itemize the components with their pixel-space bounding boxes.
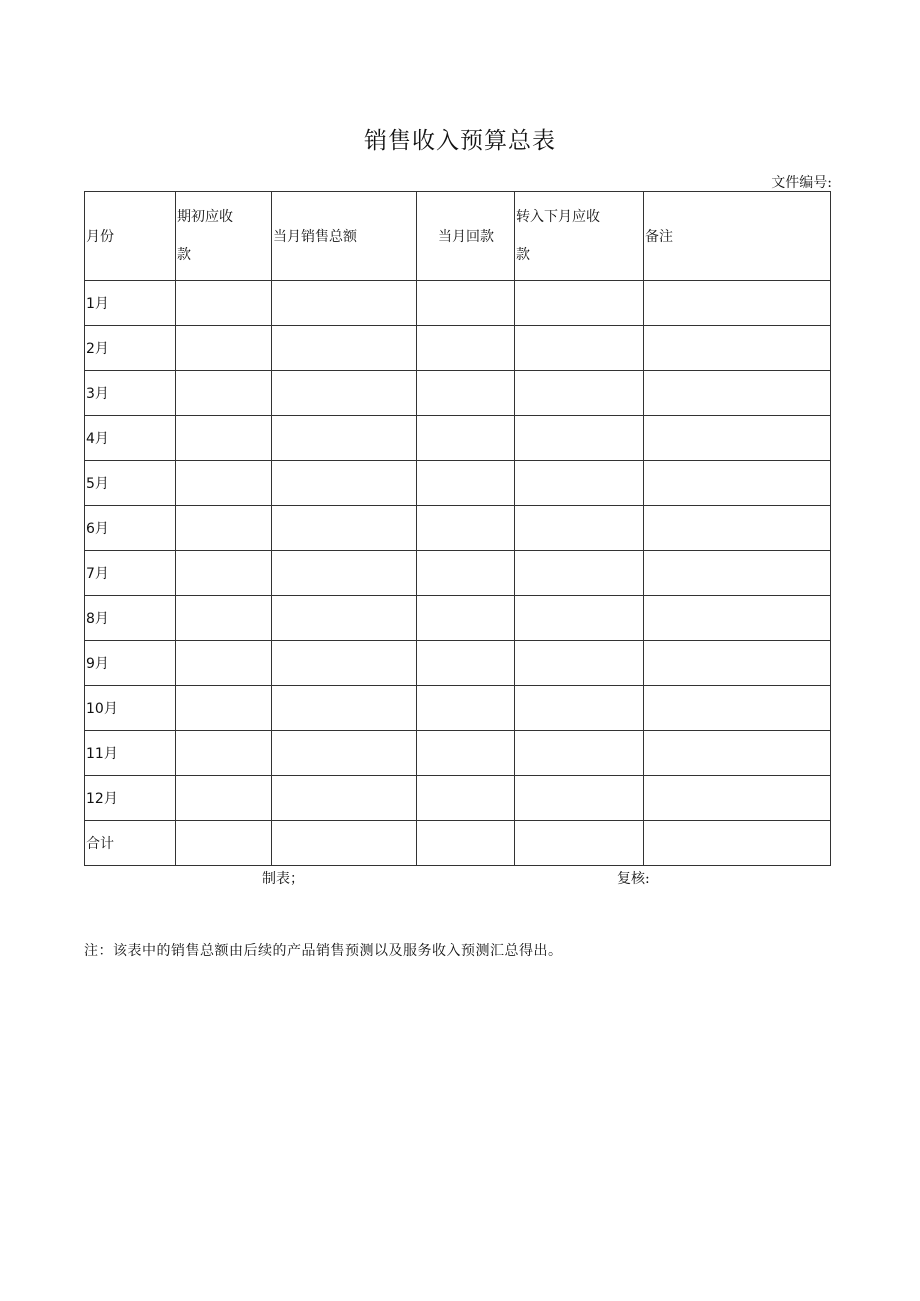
footnote: 注：该表中的销售总额由后续的产品销售预测以及服务收入预测汇总得出。 (84, 943, 563, 959)
cell-remarks[interactable] (644, 371, 831, 416)
table-row (85, 371, 831, 416)
table-row (85, 461, 831, 506)
row-month-label: 6月 (85, 506, 176, 551)
table-row (85, 416, 831, 461)
cell-carry-ar[interactable] (515, 686, 644, 731)
cell-monthly-collection[interactable] (417, 731, 515, 776)
cell-monthly-collection[interactable] (417, 416, 515, 461)
cell-opening-ar[interactable] (176, 506, 272, 551)
page-title: 销售收入预算总表 (364, 128, 556, 154)
cell-remarks[interactable] (644, 596, 831, 641)
cell-remarks[interactable] (644, 641, 831, 686)
prepared-by-label: 制表； (262, 871, 304, 887)
cell-carry-ar[interactable] (515, 371, 644, 416)
cell-opening-ar[interactable] (176, 551, 272, 596)
table-row (85, 551, 831, 596)
cell-opening-ar[interactable] (176, 686, 272, 731)
cell-remarks[interactable] (644, 416, 831, 461)
table-row (85, 596, 831, 641)
cell-monthly-sales[interactable] (272, 371, 417, 416)
cell-monthly-sales[interactable] (272, 731, 417, 776)
cell-carry-ar[interactable] (515, 461, 644, 506)
cell-monthly-collection[interactable] (417, 281, 515, 326)
cell-carry-ar[interactable] (515, 506, 644, 551)
cell-carry-ar[interactable] (515, 551, 644, 596)
cell-monthly-sales[interactable] (272, 551, 417, 596)
cell-opening-ar[interactable] (176, 821, 272, 866)
cell-remarks[interactable] (644, 776, 831, 821)
cell-remarks[interactable] (644, 506, 831, 551)
cell-opening-ar[interactable] (176, 416, 272, 461)
table-row (85, 326, 831, 371)
header-remarks: 备注 (644, 192, 831, 281)
header-monthly-collection: 当月回款 (417, 192, 515, 281)
header-opening-ar-line1: 期初应收 (177, 209, 233, 225)
row-month-label: 12月 (85, 776, 176, 821)
cell-remarks[interactable] (644, 461, 831, 506)
cell-opening-ar[interactable] (176, 776, 272, 821)
header-month: 月份 (85, 192, 176, 281)
cell-remarks[interactable] (644, 326, 831, 371)
cell-monthly-sales[interactable] (272, 776, 417, 821)
doc-number-label: 文件编号: (771, 175, 832, 191)
cell-remarks[interactable] (644, 731, 831, 776)
cell-remarks[interactable] (644, 686, 831, 731)
cell-opening-ar[interactable] (176, 371, 272, 416)
table-row (85, 731, 831, 776)
cell-remarks[interactable] (644, 551, 831, 596)
cell-monthly-collection[interactable] (417, 461, 515, 506)
cell-monthly-sales[interactable] (272, 596, 417, 641)
header-carry-ar-line2: 款 (516, 247, 530, 263)
row-month-label: 11月 (85, 731, 176, 776)
cell-opening-ar[interactable] (176, 596, 272, 641)
cell-monthly-sales[interactable] (272, 506, 417, 551)
table-row (85, 821, 831, 866)
header-carry-ar-line1: 转入下月应收 (516, 209, 600, 225)
cell-carry-ar[interactable] (515, 821, 644, 866)
cell-monthly-collection[interactable] (417, 641, 515, 686)
cell-monthly-collection[interactable] (417, 821, 515, 866)
cell-monthly-sales[interactable] (272, 821, 417, 866)
row-month-label: 10月 (85, 686, 176, 731)
cell-monthly-sales[interactable] (272, 461, 417, 506)
cell-monthly-collection[interactable] (417, 776, 515, 821)
cell-monthly-collection[interactable] (417, 596, 515, 641)
row-month-label: 8月 (85, 596, 176, 641)
cell-monthly-sales[interactable] (272, 281, 417, 326)
cell-monthly-sales[interactable] (272, 326, 417, 371)
header-carry-ar (515, 192, 644, 281)
table-row (85, 641, 831, 686)
cell-opening-ar[interactable] (176, 461, 272, 506)
header-row (85, 192, 831, 281)
row-month-label: 3月 (85, 371, 176, 416)
row-month-label: 7月 (85, 551, 176, 596)
cell-monthly-collection[interactable] (417, 371, 515, 416)
cell-opening-ar[interactable] (176, 281, 272, 326)
cell-monthly-collection[interactable] (417, 551, 515, 596)
header-monthly-sales: 当月销售总额 (272, 192, 417, 281)
cell-carry-ar[interactable] (515, 641, 644, 686)
cell-remarks[interactable] (644, 821, 831, 866)
row-month-label: 合计 (85, 821, 176, 866)
cell-monthly-collection[interactable] (417, 326, 515, 371)
header-opening-ar-line2: 款 (177, 247, 191, 263)
cell-monthly-sales[interactable] (272, 686, 417, 731)
cell-opening-ar[interactable] (176, 731, 272, 776)
cell-carry-ar[interactable] (515, 326, 644, 371)
row-month-label: 9月 (85, 641, 176, 686)
cell-carry-ar[interactable] (515, 731, 644, 776)
row-month-label: 1月 (85, 281, 176, 326)
table-row (85, 281, 831, 326)
cell-monthly-collection[interactable] (417, 686, 515, 731)
table-row (85, 776, 831, 821)
row-month-label: 2月 (85, 326, 176, 371)
header-opening-ar (176, 192, 272, 281)
cell-monthly-sales[interactable] (272, 416, 417, 461)
cell-carry-ar[interactable] (515, 281, 644, 326)
sales-budget-table (84, 191, 831, 866)
reviewed-by-label: 复核: (617, 871, 650, 887)
row-month-label: 5月 (85, 461, 176, 506)
cell-opening-ar[interactable] (176, 641, 272, 686)
cell-opening-ar[interactable] (176, 326, 272, 371)
table-row (85, 686, 831, 731)
cell-monthly-sales[interactable] (272, 641, 417, 686)
row-month-label: 4月 (85, 416, 176, 461)
cell-remarks[interactable] (644, 281, 831, 326)
table-row (85, 506, 831, 551)
cell-carry-ar[interactable] (515, 416, 644, 461)
cell-monthly-collection[interactable] (417, 506, 515, 551)
cell-carry-ar[interactable] (515, 596, 644, 641)
cell-carry-ar[interactable] (515, 776, 644, 821)
